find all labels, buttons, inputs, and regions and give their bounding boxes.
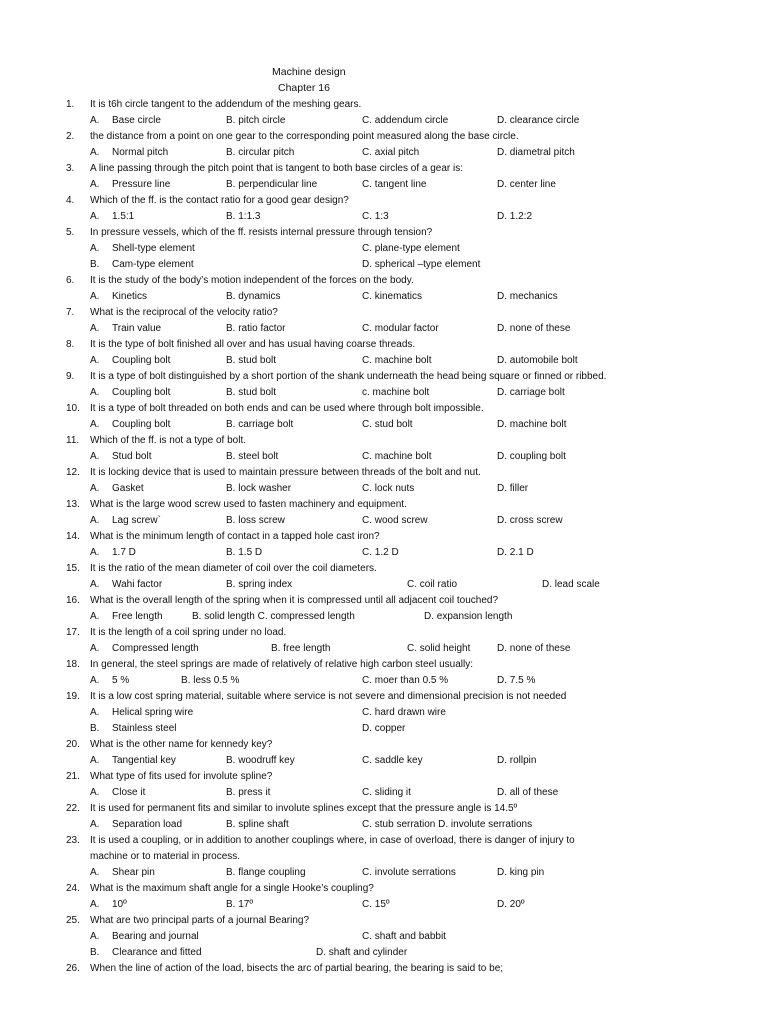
option-text: Shear pin [112,867,155,878]
option-text: D. spherical –type element [362,259,481,270]
question-text: What is the overall length of the spring when it is compressed until all adjacent coil touched? [90,595,499,606]
option-text: Bearing and journal [112,931,199,942]
option-letter: A. [90,147,100,158]
option-letter: A. [90,211,100,222]
question-text: What is the minimum length of contact in a tapped hole cast iron? [90,531,380,542]
option-text: D. clearance circle [497,115,580,126]
option-text: B. free length [271,643,331,654]
question-number-label: 2. [66,131,75,142]
question-text: It is the study of the body’s motion independent of the forces on the body. [90,275,414,286]
option-text: C. kinematics [362,291,423,302]
option-letter: A. [90,787,100,798]
question-text-continuation: machine or to material in process. [90,851,241,862]
option-text: D. king pin [497,867,545,878]
question-text: It is used a coupling, or in addition to another couplings where, in case of overload, there is danger of injury to [90,835,575,846]
option-text: C. plane-type element [362,243,460,254]
question-number-label: 13. [66,499,80,510]
option-letter: A. [90,323,100,334]
question-text: In general, the steel springs are made of relatively of relative high carbon steel usually: [90,659,473,670]
option-text: Pressure line [112,179,171,190]
option-letter: A. [90,579,100,590]
question-text: In pressure vessels, which of the ff. resists internal pressure through tension? [90,227,433,238]
option-text: Normal pitch [112,147,169,158]
option-text: C. tangent line [362,179,427,190]
option-text: C. 15º [362,899,390,910]
option-text: C. solid height [407,643,471,654]
question-number-label: 7. [66,307,75,318]
option-text: D. diametral pitch [497,147,575,158]
option-letter: A. [90,515,100,526]
question-number-label: 4. [66,195,75,206]
question-text: It is a type of bolt threaded on both ends and can be used where through bolt impossible. [90,403,484,414]
question-number-label: 23. [66,835,80,846]
option-text: C. axial pitch [362,147,420,158]
option-text: C. shaft and babbit [362,931,446,942]
option-text: D. all of these [497,787,559,798]
option-letter: A. [90,867,100,878]
option-text: Lag screw` [112,515,161,526]
option-text: Close it [112,787,146,798]
question-number-label: 11. [66,435,80,446]
question-text: What are two principal parts of a journal Bearing? [90,915,310,926]
option-text: B. solid length C. compressed length [192,611,355,622]
option-letter: A. [90,115,100,126]
option-text: D. filler [497,483,529,494]
option-letter: A. [90,819,100,830]
option-text: C. machine bolt [362,355,432,366]
option-text: B. circular pitch [226,147,295,158]
option-letter: A. [90,291,100,302]
option-text: D. none of these [497,643,571,654]
option-text: C. addendum circle [362,115,449,126]
option-text: C. involute serrations [362,867,456,878]
option-letter: A. [90,643,100,654]
option-text: Shell-type element [112,243,195,254]
question-text: It is t6h circle tangent to the addendum of the meshing gears. [90,99,362,110]
option-text: B. steel bolt [226,451,279,462]
option-letter: B. [90,259,100,270]
option-letter: A. [90,931,100,942]
option-text: D. none of these [497,323,571,334]
question-number-label: 20. [66,739,80,750]
option-text: Free length [112,611,163,622]
option-text: C. sliding it [362,787,411,798]
option-letter: A. [90,483,100,494]
chapter-heading: Chapter 16 [278,82,330,94]
question-number-label: 8. [66,339,75,350]
question-number-label: 15. [66,563,80,574]
option-text: D. automobile bolt [497,355,578,366]
question-text: It is the length of a coil spring under no load. [90,627,287,638]
option-text: Compressed length [112,643,199,654]
question-text: Which of the ff. is not a type of bolt. [90,435,247,446]
option-letter: A. [90,675,100,686]
option-text: Coupling bolt [112,419,171,430]
option-text: C. 1:3 [362,211,389,222]
option-text: Wahi factor [112,579,163,590]
option-text: C. moer than 0.5 % [362,675,449,686]
option-text: C. stud bolt [362,419,413,430]
option-text: D. mechanics [497,291,558,302]
option-text: C. 1.2 D [362,547,399,558]
option-letter: A. [90,611,100,622]
question-number-label: 9. [66,371,75,382]
option-text: C. coil ratio [407,579,458,590]
option-text: Base circle [112,115,161,126]
option-letter: A. [90,387,100,398]
question-text: What is the other name for kennedy key? [90,739,273,750]
question-number-label: 3. [66,163,75,174]
option-text: Tangential key [112,755,176,766]
option-letter: B. [90,947,100,958]
option-text: 10º [112,899,127,910]
option-text: B. press it [226,787,271,798]
question-text: What type of fits used for involute spline? [90,771,273,782]
option-text: D. rollpin [497,755,537,766]
option-text: C. lock nuts [362,483,415,494]
question-number-label: 1. [66,99,75,110]
option-text: Gasket [112,483,144,494]
question-number-label: 25. [66,915,80,926]
option-letter: A. [90,707,100,718]
option-letter: A. [90,355,100,366]
option-text: C. hard drawn wire [362,707,446,718]
option-text: D. 1.2:2 [497,211,533,222]
question-number-label: 12. [66,467,80,478]
question-text: What is the reciprocal of the velocity ratio? [90,307,278,318]
option-text: B. spring index [226,579,293,590]
option-text: Train value [112,323,162,334]
option-text: D. machine bolt [497,419,567,430]
option-text: Kinetics [112,291,148,302]
question-text: Which of the ff. is the contact ratio for a good gear design? [90,195,349,206]
question-number-label: 10. [66,403,80,414]
question-number-label: 19. [66,691,80,702]
question-number-label: 26. [66,963,80,974]
option-text: B. perpendicular line [226,179,318,190]
option-text: B. woodruff key [226,755,295,766]
option-text: D. expansion length [424,611,513,622]
option-text: B. lock washer [226,483,292,494]
option-letter: A. [90,899,100,910]
question-number-label: 16. [66,595,80,606]
option-letter: A. [90,451,100,462]
option-text: B. 17º [226,899,254,910]
option-text: B. stud bolt [226,355,277,366]
option-text: 1.5:1 [112,211,135,222]
question-text: It is a type of bolt distinguished by a short portion of the shank underneath the head being square or finned or ribbed. [90,371,607,382]
option-text: B. stud bolt [226,387,277,398]
option-text: 1.7 D [112,547,136,558]
question-number-label: 6. [66,275,75,286]
question-number-label: 14. [66,531,80,542]
question-number-label: 18. [66,659,80,670]
question-text: It is the type of bolt finished all over and has usual having coarse threads. [90,339,416,350]
option-text: B. spline shaft [226,819,289,830]
option-text: Cam-type element [112,259,194,270]
option-letter: A. [90,419,100,430]
question-text: A line passing through the pitch point that is tangent to both base circles of a gear is: [90,163,464,174]
option-text: C. stub serration D. involute serrations [362,819,533,830]
option-text: 5 % [112,675,130,686]
option-text: Clearance and fitted [112,947,202,958]
question-number-label: 22. [66,803,80,814]
option-text: D. coupling bolt [497,451,566,462]
option-text: B. ratio factor [226,323,286,334]
question-text: What is the maximum shaft angle for a single Hooke’s coupling? [90,883,374,894]
option-text: B. loss screw [226,515,285,526]
option-text: D. copper [362,723,406,734]
question-text: When the line of action of the load, bisects the arc of partial bearing, the bearing is said to be; [90,963,504,974]
question-text: It is used for permanent fits and similar to involute splines except that the pressure angle is 14.5º [90,803,518,814]
option-text: Separation load [112,819,183,830]
option-letter: A. [90,755,100,766]
question-text: It is locking device that is used to maintain pressure between threads of the bolt and nut. [90,467,481,478]
option-text: D. center line [497,179,556,190]
option-text: B. pitch circle [226,115,286,126]
option-text: C. modular factor [362,323,439,334]
option-letter: B. [90,723,100,734]
option-text: B. 1.5 D [226,547,263,558]
option-text: Stainless steel [112,723,177,734]
option-text: B. less 0.5 % [181,675,240,686]
option-text: D. cross screw [497,515,563,526]
option-letter: A. [90,547,100,558]
option-text: D. 20º [497,899,525,910]
option-text: C. saddle key [362,755,423,766]
option-text: B. dynamics [226,291,281,302]
option-letter: A. [90,179,100,190]
option-text: D. lead scale [542,579,600,590]
question-number-label: 21. [66,771,80,782]
question-number-label: 17. [66,627,80,638]
option-text: c. machine bolt [362,387,430,398]
question-number-label: 24. [66,883,80,894]
option-text: B. carriage bolt [226,419,294,430]
option-text: D. carriage bolt [497,387,565,398]
question-text: It is the ratio of the mean diameter of coil over the coil diameters. [90,563,377,574]
option-text: D. 7.5 % [497,675,536,686]
option-text: Coupling bolt [112,355,171,366]
option-text: B. 1:1.3 [226,211,261,222]
question-text: It is a low cost spring material, suitable where service is not severe and dimensional precision is not needed [90,691,567,702]
option-text: D. 2.1 D [497,547,534,558]
document-title: Machine design [272,66,346,78]
option-text: Coupling bolt [112,387,171,398]
option-text: C. wood screw [362,515,428,526]
option-text: Stud bolt [112,451,152,462]
question-text: What is the large wood screw used to fasten machinery and equipment. [90,499,407,510]
option-text: Helical spring wire [112,707,194,718]
option-text: D. shaft and cylinder [316,947,408,958]
option-text: C. machine bolt [362,451,432,462]
option-letter: A. [90,243,100,254]
option-text: B. flange coupling [226,867,306,878]
question-number-label: 5. [66,227,75,238]
question-text: the distance from a point on one gear to the corresponding point measured along the base circle. [90,131,519,142]
